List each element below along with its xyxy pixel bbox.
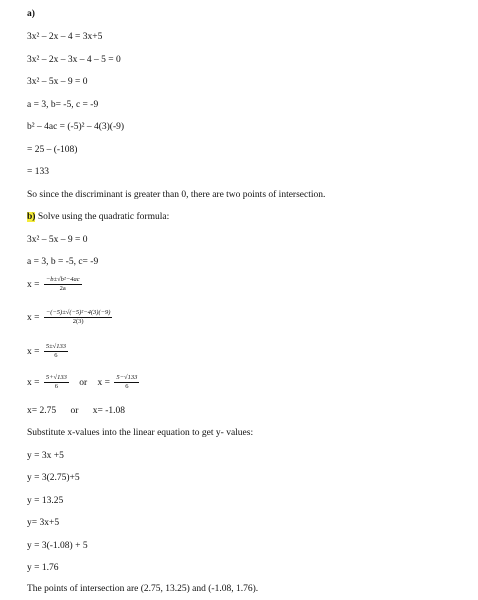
x-equals: x = bbox=[27, 377, 40, 388]
plus-fraction bbox=[44, 374, 69, 391]
equation-line: 3x² – 5x – 9 = 0 bbox=[27, 77, 88, 87]
x-solution-2: x= -1.08 bbox=[92, 406, 126, 416]
simplified-fraction bbox=[44, 343, 68, 360]
y-line: y = 13.25 bbox=[27, 496, 64, 506]
x-solutions bbox=[27, 405, 125, 417]
y-line: y = 3x +5 bbox=[27, 451, 64, 461]
two-solutions bbox=[27, 374, 139, 391]
minus-fraction bbox=[114, 374, 139, 391]
substituted-denominator: 2(3) bbox=[72, 318, 84, 325]
formula-denominator: 2a bbox=[59, 285, 66, 292]
conclusion-text: So since the discriminant is greater than 0, there are two points of intersection. bbox=[27, 190, 326, 200]
equation-line: 3x² – 2x – 3x – 4 – 5 = 0 bbox=[27, 55, 121, 65]
part-a-label: a) bbox=[27, 9, 35, 19]
x-equals: x = bbox=[27, 312, 40, 323]
or-word: or bbox=[79, 377, 88, 388]
substituted-formula bbox=[27, 309, 112, 326]
formula-numerator: −b±√b²−4ac bbox=[45, 276, 80, 283]
plus-denominator: 6 bbox=[54, 383, 58, 390]
or-word: or bbox=[70, 406, 79, 416]
simplified-denominator: 6 bbox=[54, 352, 58, 359]
x-equals: x = bbox=[27, 279, 40, 290]
substitute-text: Substitute x-values into the linear equation to get y- values: bbox=[27, 428, 254, 438]
x-equals: x = bbox=[97, 377, 110, 388]
y-line: y= 3x+5 bbox=[27, 518, 60, 528]
coefficients-line: a = 3, b= -5, c = -9 bbox=[27, 100, 99, 110]
final-answer: The points of intersection are (2.75, 13.25) and (-1.08, 1.76). bbox=[27, 584, 259, 594]
equation-line: 3x² – 5x – 9 = 0 bbox=[27, 235, 88, 245]
minus-denominator: 6 bbox=[125, 383, 129, 390]
discriminant-step: = 25 – (-108) bbox=[27, 145, 78, 155]
minus-numerator: 5−√133 bbox=[116, 374, 138, 381]
x-equals: x = bbox=[27, 346, 40, 357]
formula-fraction bbox=[44, 276, 82, 293]
substituted-numerator: −(−5)±√(−5)²−4(3)(−9) bbox=[45, 309, 111, 316]
part-b-label: b) bbox=[27, 212, 36, 222]
equation-line: 3x² – 2x – 4 = 3x+5 bbox=[27, 32, 103, 42]
part-b-heading bbox=[27, 211, 169, 223]
discriminant-line: b² – 4ac = (-5)² – 4(3)(-9) bbox=[27, 122, 125, 132]
discriminant-result: = 133 bbox=[27, 167, 49, 177]
plus-numerator: 5+√133 bbox=[45, 374, 67, 381]
simplified-numerator: 5±√133 bbox=[45, 343, 66, 350]
y-line: y = 1.76 bbox=[27, 563, 59, 573]
part-b-heading-text: Solve using the quadratic formula: bbox=[35, 212, 170, 222]
quadratic-formula bbox=[27, 276, 82, 293]
y-line: y = 3(2.75)+5 bbox=[27, 473, 80, 483]
coefficients-line: a = 3, b = -5, c= -9 bbox=[27, 257, 99, 267]
substituted-fraction bbox=[44, 309, 113, 326]
x-solution-1: x= 2.75 bbox=[27, 406, 57, 416]
simplified-formula bbox=[27, 343, 68, 360]
y-line: y = 3(-1.08) + 5 bbox=[27, 541, 88, 551]
